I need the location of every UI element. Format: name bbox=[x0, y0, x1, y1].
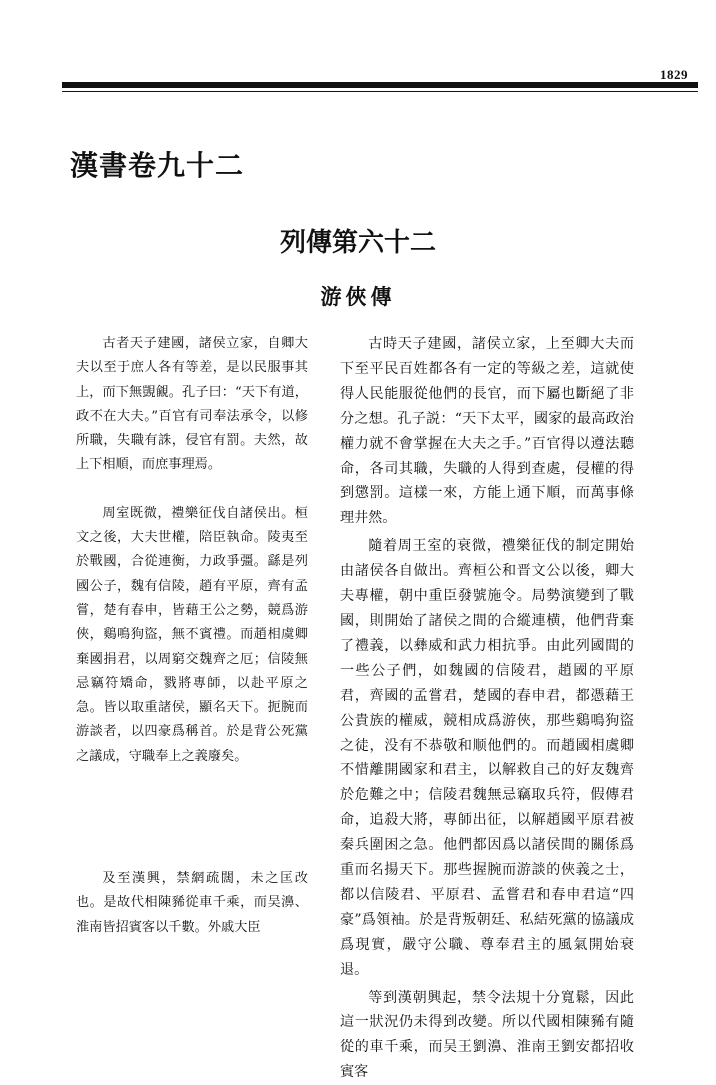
modern-translation-column bbox=[340, 332, 634, 1085]
page-number: 1829 bbox=[660, 67, 688, 82]
modern-paragraph-3: 等到漢朝興起，禁令法規十分寬鬆，因此這一狀況仍未得到改變。所以代國相陳豨有隨從的車千乘，而吴王劉濞、淮南王劉安都招收賓客 bbox=[340, 989, 634, 1081]
header-rule-thick bbox=[62, 82, 698, 88]
classical-paragraph-1: 古者天子建國，諸侯立家，自卿大夫以至于庶人各有等差，是以民服事其上，而下無覬覦。孔子曰：“天下有道，政不在大夫。”百官有司奉法承令，以修所職，失職有誅，侵官有罰。夫然，故上下相順，而庶事理焉。 bbox=[76, 336, 308, 473]
book-title: 漢書卷九十二 bbox=[70, 149, 245, 182]
chapter-title: 列傳第六十二 bbox=[279, 228, 436, 258]
classical-paragraph-2: 周室既微，禮樂征伐自諸侯出。桓文之後，大夫世權，陪臣執命。陵夷至於戰國，合從連衡，力政爭彊。繇是列國公子，魏有信陵，趙有平原，齊有孟嘗，楚有春申，皆藉王公之勢，競爲游俠，鷄鳴狗盜，無不賓禮。而趙相虞卿棄國捐君，以周窮交魏齊之厄；信陵無忌竊符矯命，戮將專師，以赴平原之急。皆以取重諸侯，顯名天下。扼腕而游談者，以四豪爲稱首。於是背公死黨之議成，守職奉上之義廢矣。 bbox=[76, 505, 308, 764]
modern-paragraph-2: 隨着周王室的衰微，禮樂征伐的制定開始由諸侯各自做出。齊桓公和晋文公以後，卿大夫專權，朝中重臣發號施令。局勢演變到了戰國，則開始了諸侯之間的合縱連横，他們背棄了禮義，以彝威和武力相抗爭。由此列國間的一些公子們，如魏國的信陵君，趙國的平原君，齊國的孟嘗君，楚國的春申君，都憑藉王公貴族的權威，競相成爲游俠，那些鷄鳴狗盜之徒，没有不恭敬和顺他們的。而趙國相虞卿不惜離開國家和君主，以解救自己的好友魏齊於危難之中；信陵君魏無忌竊取兵符，假傳君命，追殺大將，專師出征，以解趙國平原君被秦兵圍困之急。他們都因爲以諸侯間的關係爲重而名揚天下。那些握腕而游談的俠義之士，都以信陵君、平原君、孟嘗君和春申君這“四豪”爲領袖。於是背叛朝廷、私結死黨的協議成爲現實，嚴守公職、尊奉君主的風氣開始衰退。 bbox=[340, 538, 634, 978]
classical-paragraph-3: 及至漢興，禁網疏闊，未之匡改也。是故代相陳豨從車千乘，而吴濞、淮南皆招賓客以千數。外戚大臣 bbox=[76, 871, 308, 935]
section-title: 游俠傳 bbox=[320, 285, 396, 309]
classical-text-column bbox=[76, 332, 308, 940]
modern-paragraph-1: 古時天子建國，諸侯立家，上至卿大夫而下至平民百姓都各有一定的等級之差，這就使得人民能服從他們的長官，而下屬也斷絕了非分之想。孔子説：“天下太平，國家的最高政治權力就不會掌握在大夫之手。”百官得以遵法聽命，各司其職，失職的人得到查處，侵權的得到懲罰。這樣一來，方能上通下順，而萬事條理井然。 bbox=[340, 336, 634, 527]
header-rule-thin bbox=[62, 91, 698, 92]
